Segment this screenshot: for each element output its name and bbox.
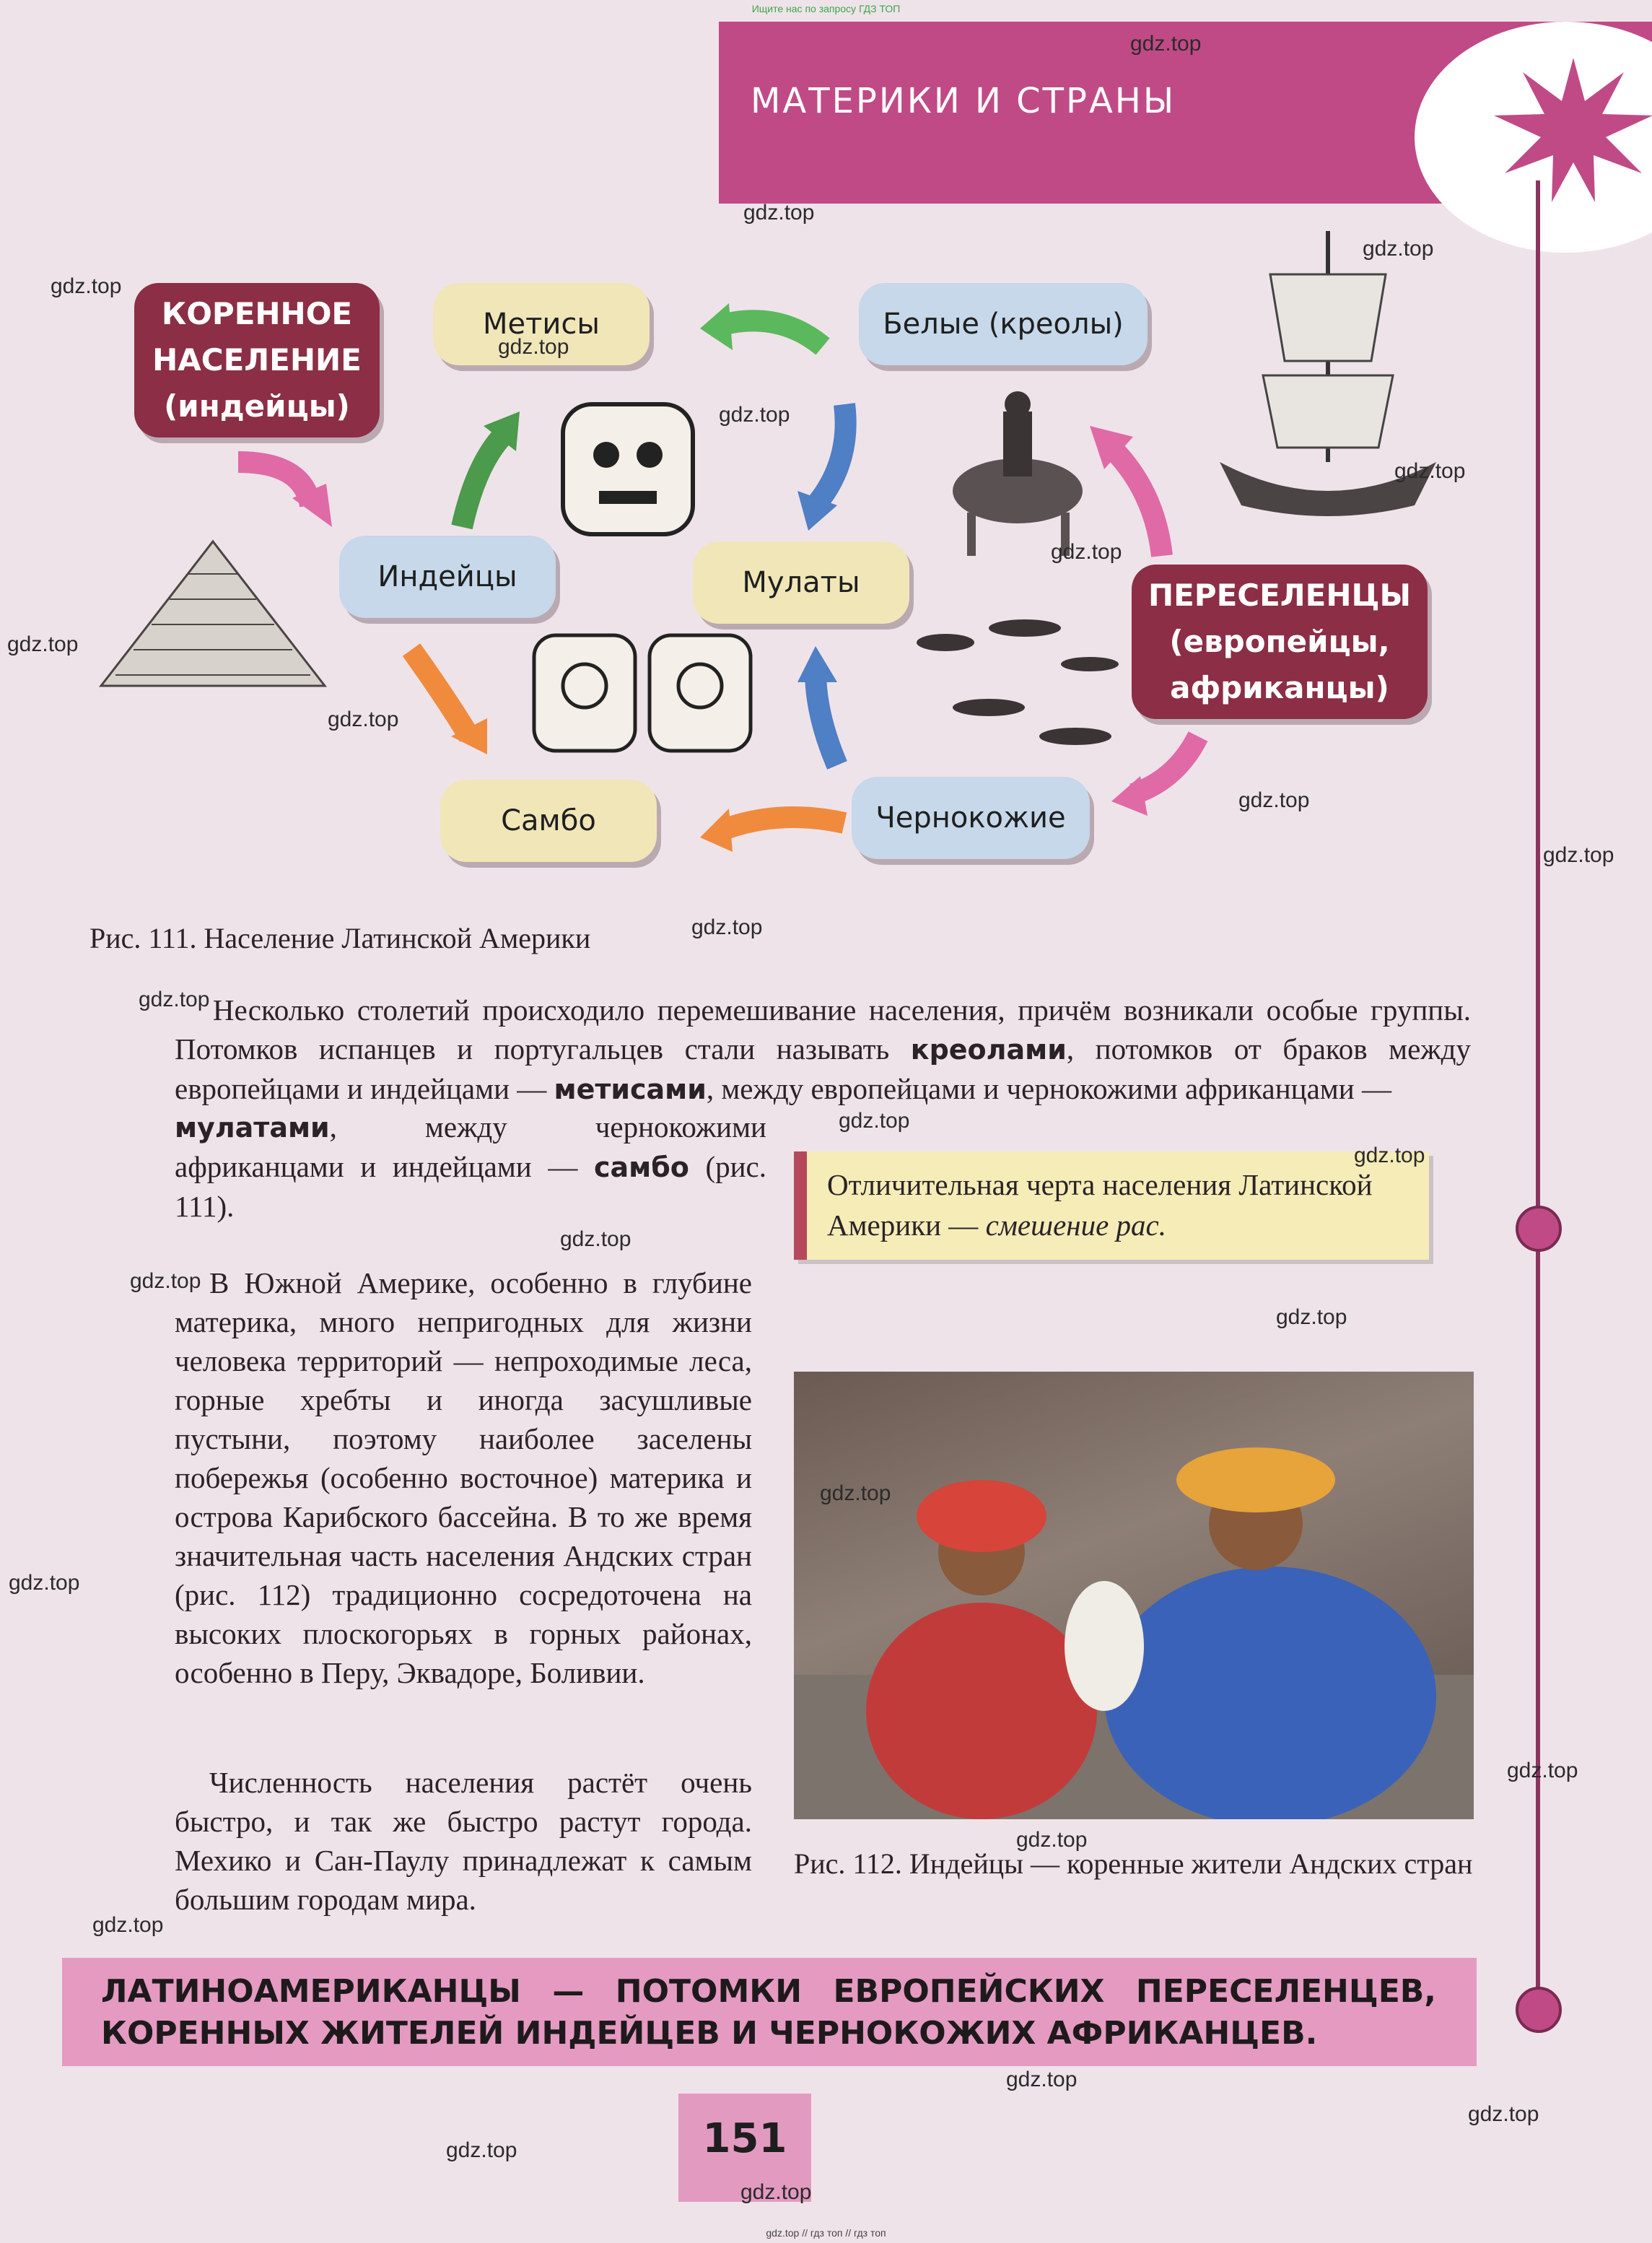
fig112-caption: Рис. 112. Индейцы — коренные жители Андских стран: [794, 1847, 1473, 1880]
paragraph-narrow: [175, 1107, 766, 1226]
indigenous-line-1: КОРЕННОЕ: [161, 296, 353, 331]
section-title: МАТЕРИКИ И СТРАНЫ: [751, 81, 1176, 121]
bottom-note: gdz.top // гдз топ // гдз топ: [766, 2227, 886, 2239]
watermark: gdz.top: [1238, 788, 1310, 812]
callout-text: Отличительная черта населения Латинской Америки —: [827, 1168, 1373, 1242]
arrow-whites-to-mestizo: [700, 303, 823, 350]
mayan-glyph-illustration: [549, 390, 707, 549]
arrow-indians-to-mestizo: [462, 411, 520, 527]
cave-painting-illustration: [902, 599, 1148, 772]
top-note: Ищите нас по запросу ГДЗ ТОП: [751, 3, 901, 14]
ship-illustration: [1191, 217, 1465, 534]
callout-italic: смешение рас.: [985, 1208, 1167, 1242]
settlers-line-1: ПЕРЕСЕЛЕНЦЫ: [1148, 578, 1412, 613]
horseman-illustration: [917, 375, 1097, 563]
arrow-indigenous-to-indians: [238, 462, 332, 527]
watermark: gdz.top: [1507, 1759, 1578, 1782]
watermark: gdz.top: [1468, 2102, 1539, 2126]
watermark: gdz.top: [740, 2180, 812, 2204]
blacks-box: Чернокожие: [852, 777, 1090, 859]
watermark: gdz.top: [743, 201, 815, 225]
watermark: gdz.top: [51, 274, 122, 298]
watermark: gdz.top: [1006, 2068, 1078, 2091]
callout-box: [794, 1151, 1429, 1260]
arrow-indians-to-zambo: [411, 650, 487, 754]
watermark: gdz.top: [820, 1481, 891, 1505]
indians-box: Индейцы: [339, 536, 556, 618]
watermark: gdz.top: [9, 1571, 80, 1595]
para1-text2: , потомков от браков между европейцами и индейцами —: [175, 1032, 1471, 1105]
watermark: gdz.top: [139, 988, 210, 1011]
watermark: gdz.top: [1016, 1828, 1088, 1852]
watermark: gdz.top: [328, 707, 399, 731]
photo-illustration: [794, 1372, 1474, 1819]
watermark: gdz.top: [839, 1109, 910, 1133]
watermark: gdz.top: [1394, 459, 1466, 483]
andean-women-photo: [794, 1372, 1474, 1819]
arrow-whites-to-mulattoes: [797, 404, 846, 531]
para1-text5: (рис. 111).: [175, 1150, 766, 1223]
paragraph-wide: [175, 990, 1471, 1109]
watermark: gdz.top: [1130, 32, 1202, 56]
watermark: gdz.top: [719, 403, 790, 427]
arrow-blacks-to-mulattoes: [797, 646, 837, 765]
paragraph-3: Численность населения растёт очень быстро, и так же быстро растут города. Мехико и Сан-Паулу принадлежат к самым большим городам мира.: [175, 1766, 752, 1916]
watermark: gdz.top: [560, 1227, 631, 1251]
term-zambo: самбо: [593, 1151, 689, 1183]
term-mulattoes: мулатами: [175, 1112, 330, 1144]
watermark: gdz.top: [1276, 1305, 1347, 1329]
watermark: gdz.top: [92, 1913, 164, 1937]
arrow-settlers-to-whites: [1090, 426, 1162, 556]
watermark: gdz.top: [130, 1269, 201, 1293]
arrow-blacks-to-zambo: [700, 809, 844, 852]
indigenous-line-2: НАСЕЛЕНИЕ: [152, 342, 362, 378]
zambo-box: Самбо: [440, 780, 657, 862]
mestizo-box: Метисы: [433, 283, 650, 365]
watermark: gdz.top: [1051, 540, 1122, 564]
mulattoes-box: Мулаты: [693, 541, 909, 624]
pyramid-illustration: [94, 534, 332, 693]
watermark: gdz.top: [446, 2138, 517, 2162]
watermark: gdz.top: [1363, 237, 1434, 261]
margin-dot: [1516, 1206, 1562, 1252]
fig111-caption: Рис. 111. Население Латинской Америки: [89, 922, 591, 954]
watermark: gdz.top: [498, 335, 569, 359]
whites-box: Белые (креолы): [859, 283, 1148, 365]
watermark: gdz.top: [691, 915, 763, 939]
indigenous-line-3: (индейцы): [164, 388, 350, 424]
glyph-panel-illustration: [527, 621, 758, 765]
paragraph-2: В Южной Америке, особенно в глубине материка, много непригодных для жизни человека территорий — непроходимые леса, горные хребты и иногда засушливые пустыни, поэтому наиболее заселены побережья (особенно восточное) материка и острова Карибского бассейна. В то же время значительная часть населения Андских стран (рис. 112) традиционно сосредоточена на высоких плоскогорьях в горных районах, особенно в Перу, Эквадоре, Боливии.: [175, 1266, 752, 1689]
term-creoles: креолами: [910, 1034, 1067, 1066]
para1-text1: Несколько столетий происходило перемешивание населения, причём возникали особые группы. Потомков испанцев и португальцев стали называть: [175, 993, 1472, 1066]
margin-dot: [1516, 1987, 1562, 2033]
settlers-line-2: (европейцы,: [1169, 624, 1390, 659]
watermark: gdz.top: [1543, 843, 1614, 867]
para1-text3: , между европейцами и чернокожими африканцами —: [706, 1072, 1391, 1105]
page-number: 151: [702, 2115, 787, 2162]
term-mestizo: метисами: [554, 1073, 707, 1105]
watermark: gdz.top: [7, 632, 79, 656]
settlers-line-3: африканцы): [1170, 670, 1389, 705]
summary-text: ЛАТИНОАМЕРИКАНЦЫ — ПОТОМКИ ЕВРОПЕЙСКИХ ПЕРЕСЕЛЕНЦЕВ, КОРЕННЫХ ЖИТЕЛЕЙ ИНДЕЙЦЕВ И ЧЕРНОКОЖИХ АФРИКАНЦЕВ.: [101, 1973, 1436, 2052]
para1-text4: , между чернокожими африканцами и индейцами —: [175, 1110, 766, 1183]
watermark: gdz.top: [1354, 1144, 1425, 1167]
